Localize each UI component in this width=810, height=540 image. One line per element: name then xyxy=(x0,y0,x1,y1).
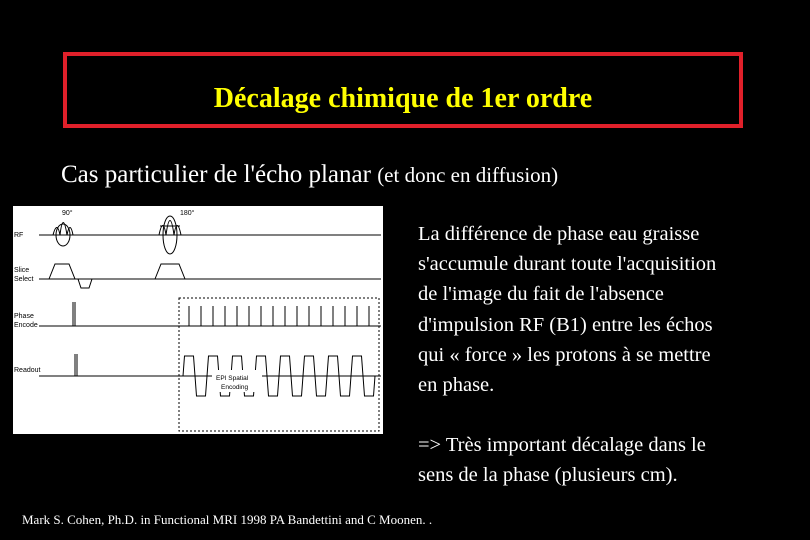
readout-lobe xyxy=(291,376,303,396)
explanation-line: en phase. xyxy=(418,374,495,397)
pulse-sequence-diagram xyxy=(13,206,383,434)
readout-lobe xyxy=(183,356,195,376)
conclusion-line: sens de la phase (plusieurs cm). xyxy=(418,464,678,487)
readout-lobe xyxy=(195,376,207,396)
readout-lobe xyxy=(279,356,291,376)
readout-lobe xyxy=(267,376,279,396)
label-90: 90° xyxy=(62,210,73,217)
readout-lobe xyxy=(351,356,363,376)
label-rf: RF xyxy=(14,232,24,239)
readout-lobe xyxy=(303,356,315,376)
phase-encode-blips xyxy=(189,306,369,326)
slice-gradient-1 xyxy=(49,264,92,288)
explanation-text xyxy=(418,219,803,491)
label-epi-2: Encoding xyxy=(221,384,249,391)
readout-lobe xyxy=(327,356,339,376)
explanation-line: La différence de phase eau graisse xyxy=(418,223,700,245)
subtitle-main: Cas particulier de l'écho planar xyxy=(61,161,378,188)
label-encode: Encode xyxy=(14,322,38,329)
slide-subtitle xyxy=(61,160,558,190)
epi-encoding-box xyxy=(179,298,379,431)
subtitle-parenthetical: (et donc en diffusion) xyxy=(377,163,559,187)
label-180: 180° xyxy=(180,210,195,217)
pulse-sequence-svg xyxy=(13,206,383,434)
readout-lobe xyxy=(315,376,327,396)
label-slice: Slice xyxy=(14,267,30,274)
label-epi-1: EPI Spatial xyxy=(216,375,249,382)
citation: Mark S. Cohen, Ph.D. in Functional MRI 1998 PA Bandettini and C Moonen. . xyxy=(22,512,433,527)
readout-lobe xyxy=(339,376,351,396)
title-box xyxy=(63,52,743,128)
conclusion-line: => Très important décalage dans le xyxy=(418,434,706,457)
label-readout: Readout xyxy=(14,367,41,374)
label-phase: Phase xyxy=(14,313,34,320)
rf-pulse-180 xyxy=(159,221,181,236)
explanation-line: d'impulsion RF (B1) entre les échos xyxy=(418,313,713,336)
explanation-line: de l'image du fait de l'absence xyxy=(418,283,664,306)
slide-title: Décalage chimique de 1er ordre xyxy=(213,83,593,114)
explanation-line: qui « force » les protons à se mettre xyxy=(418,343,711,366)
label-select: Select xyxy=(14,276,34,283)
readout-lobe xyxy=(363,376,375,396)
slice-gradient-2 xyxy=(155,264,185,279)
explanation-line: s'accumule durant toute l'acquisition xyxy=(418,253,717,276)
